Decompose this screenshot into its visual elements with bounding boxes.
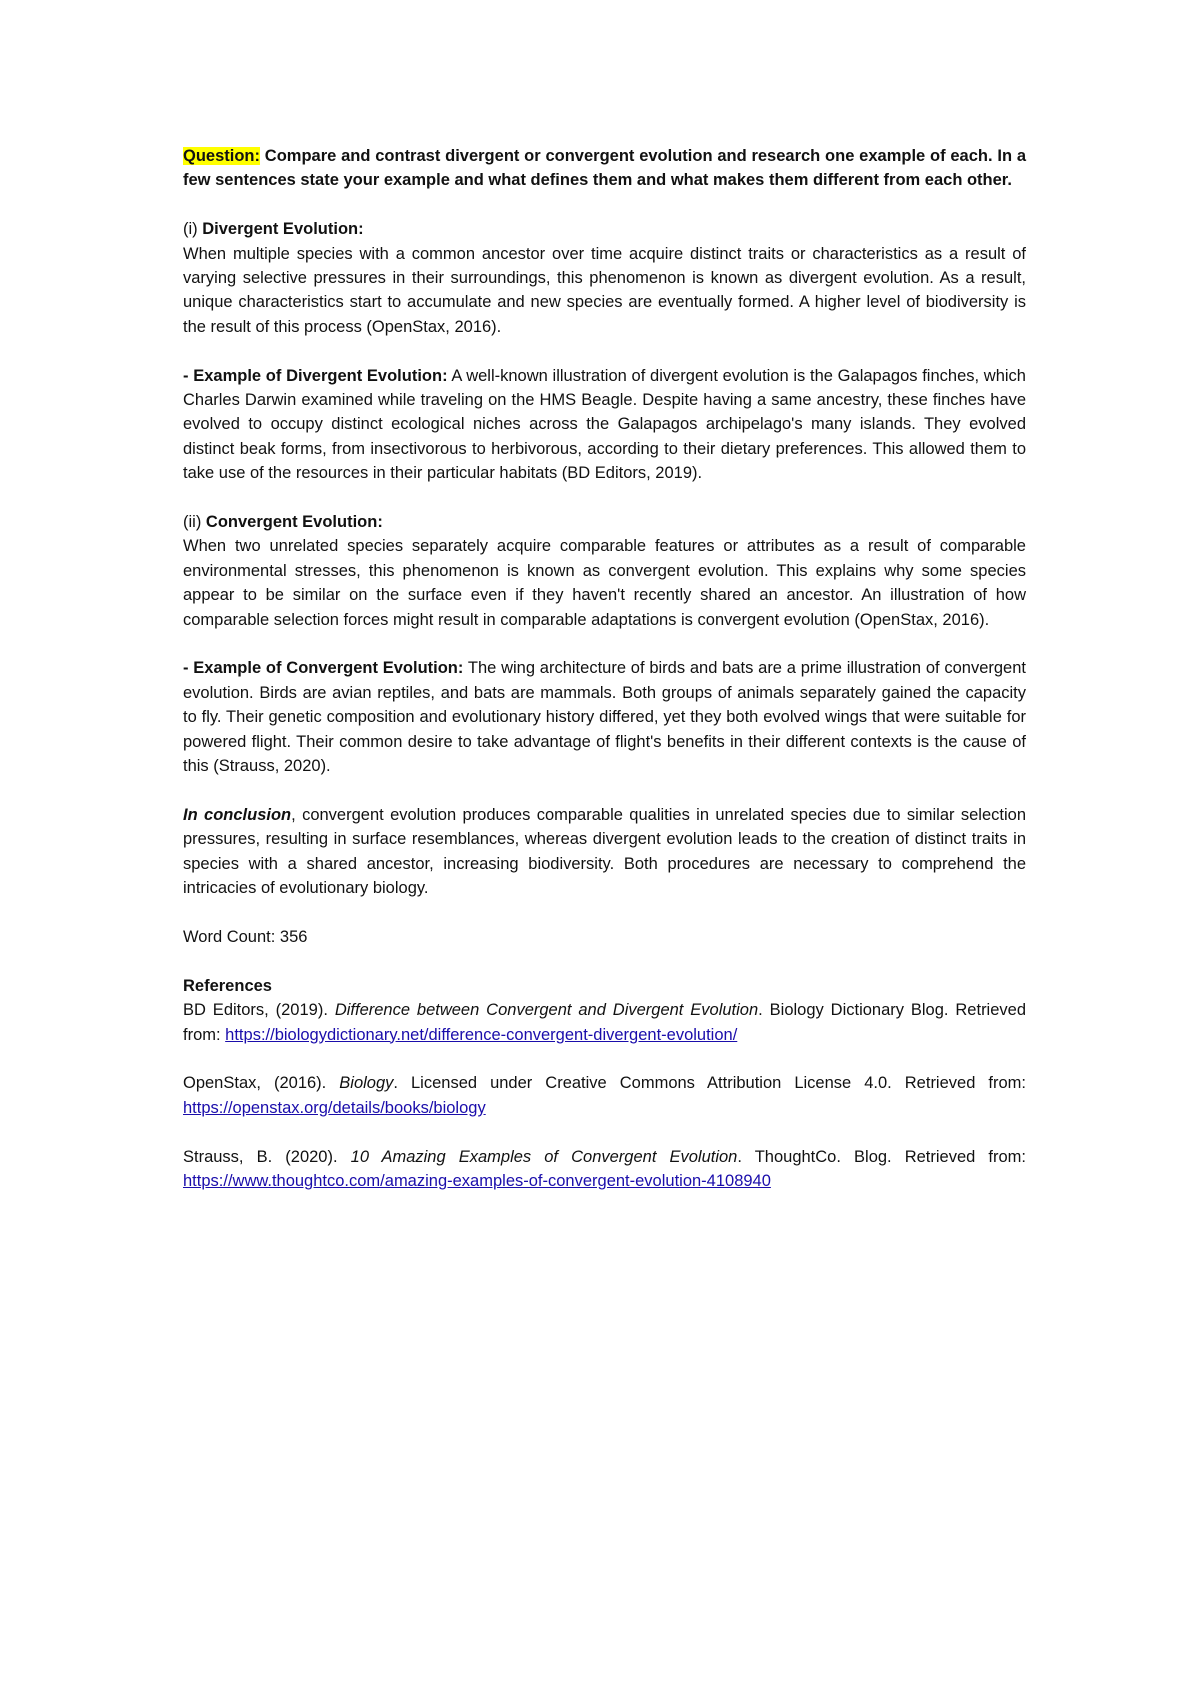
conclusion-text: , convergent evolution produces comparable qualities in unrelated species due to similar selection pressures, resulting in surface resemblances, whereas divergent evolution leads to the creation of distinct traits in species with a shared ancestor, increasing biodiversity. Both procedures are necessary to comprehend the intricacies of evolutionary biology. [183, 805, 1027, 898]
reference-authors: OpenStax, (2016). [183, 1074, 340, 1093]
convergent-example-label: - Example of Convergent Evolution: [183, 659, 464, 678]
spacer [183, 193, 1026, 217]
convergent-heading [183, 510, 1026, 534]
spacer [183, 486, 1026, 510]
spacer [183, 901, 1026, 925]
reference-title: Difference between Convergent and Divergent Evolution [334, 1001, 759, 1020]
document-page [183, 144, 1026, 1193]
word-count: Word Count: 356 [183, 927, 308, 946]
convergent-example-paragraph [183, 656, 1026, 778]
spacer [183, 779, 1026, 803]
question-text: Compare and contrast divergent or convergent evolution and research one example of each. In a few sentences state your example and what defines them and what makes them different from each other. [183, 147, 1026, 190]
reference-details: . Biology Dictionary Blog. Retrieved from: [183, 1001, 1027, 1044]
question-paragraph [183, 144, 1026, 193]
convergent-heading-prefix: (ii) [183, 513, 206, 532]
reference-authors: BD Editors, (2019). [183, 1001, 335, 1020]
reference-link[interactable]: https://www.thoughtco.com/amazing-examples-of-convergent-evolution-4108940 [183, 1171, 771, 1190]
divergent-example-paragraph [183, 364, 1026, 486]
spacer [183, 1047, 1026, 1071]
convergent-heading-text: Convergent Evolution: [205, 513, 383, 532]
reference-link[interactable]: https://biologydictionary.net/difference-convergent-divergent-evolution/ [225, 1025, 738, 1044]
divergent-heading-prefix: (i) [183, 220, 203, 239]
reference-item [183, 998, 1026, 1047]
conclusion-lead: In conclusion [183, 805, 292, 824]
question-label: Question: [183, 147, 260, 165]
reference-title: Biology [339, 1074, 394, 1093]
convergent-example-text: The wing architecture of birds and bats are a prime illustration of convergent evolution. Birds are avian reptiles, and bats are mammals. Both groups of animals separately gained the capacity to fly. Their genetic composition and evolutionary history differed, yet they both evolved wings that were suitable for powered flight. Their common desire to take advantage of flight's benefits in their different contexts is the cause of this (Strauss, 2020). [183, 659, 1026, 776]
reference-title: 10 Amazing Examples of Convergent Evolution [350, 1147, 738, 1166]
references-heading: References [183, 976, 272, 995]
spacer [183, 339, 1026, 363]
conclusion-paragraph [183, 803, 1026, 901]
divergent-heading [183, 217, 1026, 241]
spacer [183, 949, 1026, 973]
divergent-body: When multiple species with a common ancestor over time acquire distinct traits or characteristics as a result of varying selective pressures in their surroundings, this phenomenon is known as divergent evolution. As a result, unique characteristics start to accumulate and new species are eventually formed. A higher level of biodiversity is the result of this process (OpenStax, 2016). [183, 244, 1026, 336]
reference-item [183, 1071, 1026, 1120]
divergent-example-text: A well-known illustration of divergent evolution is the Galapagos finches, which Charles Darwin examined while traveling on the HMS Beagle. Despite having a same ancestry, these finches have evolved to occupy distinct ecological niches across the Galapagos archipelago's many islands. They evolved distinct beak forms, from insectivorous to herbivorous, according to their dietary preferences. This allowed them to take use of the resources in their particular habitats (BD Editors, 2019). [183, 366, 1026, 483]
reference-item [183, 1145, 1026, 1194]
divergent-example-label: - Example of Divergent Evolution: [183, 366, 448, 385]
spacer [183, 1120, 1026, 1144]
reference-authors: Strauss, B. (2020). [183, 1147, 351, 1166]
reference-details: . ThoughtCo. Blog. Retrieved from: [737, 1147, 1026, 1166]
convergent-body: When two unrelated species separately acquire comparable features or attributes as a result of comparable environmental stresses, this phenomenon is known as convergent evolution. This explains why some species appear to be similar on the surface even if they haven't recently shared an ancestor. An illustration of how comparable selection forces might result in comparable adaptations is convergent evolution (OpenStax, 2016). [183, 537, 1026, 629]
reference-link[interactable]: https://openstax.org/details/books/biology [183, 1098, 486, 1117]
divergent-heading-text: Divergent Evolution: [202, 220, 364, 239]
spacer [183, 632, 1026, 656]
reference-details: . Licensed under Creative Commons Attribution License 4.0. Retrieved from: [393, 1074, 1026, 1093]
